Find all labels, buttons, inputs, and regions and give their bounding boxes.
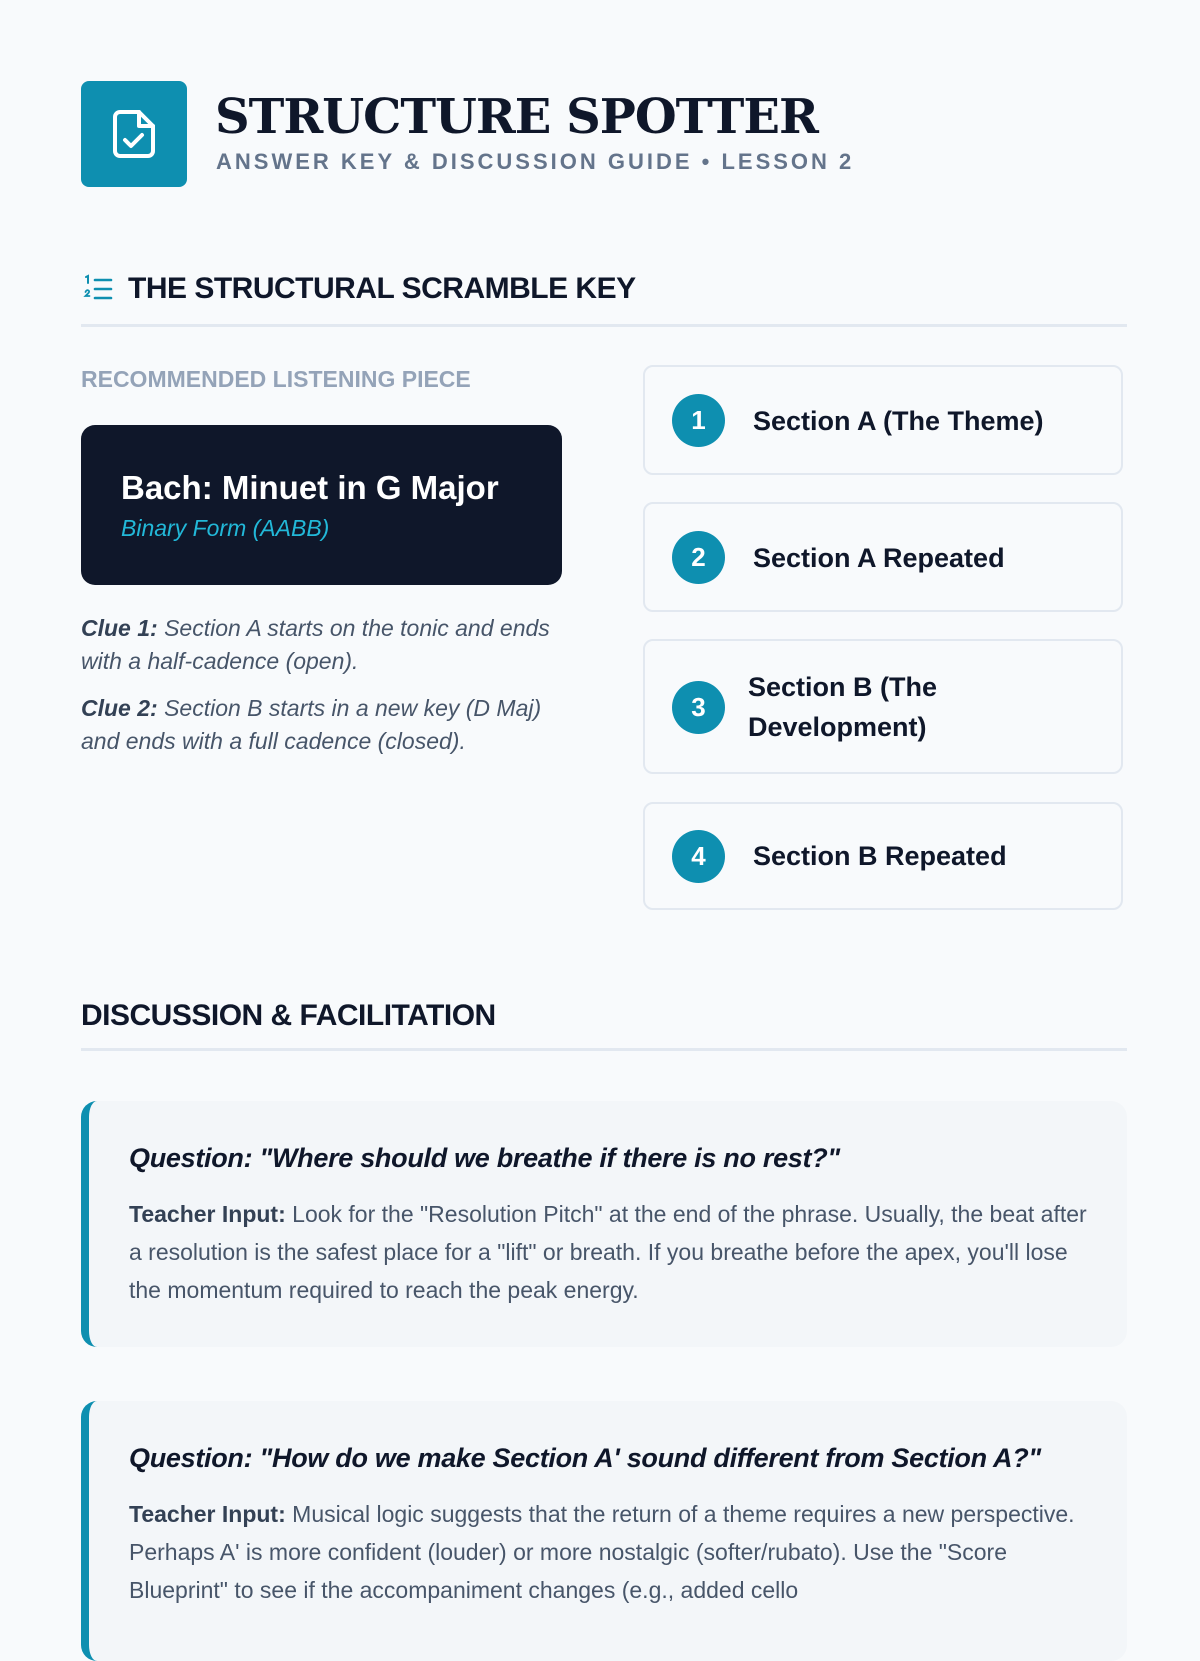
clue-1-label: Clue 1: xyxy=(81,615,158,641)
clue-2-label: Clue 2: xyxy=(81,695,158,721)
clue-2-text: Section B starts in a new key (D Maj) and ends with a full cadence (closed). xyxy=(81,695,542,754)
step-card-3 xyxy=(643,639,1123,774)
discussion-heading-label: DISCUSSION & FACILITATION xyxy=(81,999,496,1032)
clue-1-text: Section A starts on the tonic and ends with a half-cadence (open). xyxy=(81,615,550,674)
discussion-item-2 xyxy=(81,1401,1127,1661)
step-number: 4 xyxy=(672,830,725,883)
step-card-2 xyxy=(643,502,1123,612)
clue-2 xyxy=(81,692,571,758)
step-number: 3 xyxy=(672,681,725,734)
scramble-heading xyxy=(81,268,1127,327)
step-label: Section B Repeated xyxy=(753,841,1007,871)
piece-title: Bach: Minuet in G Major xyxy=(121,469,499,506)
step-number: 2 xyxy=(672,531,725,584)
page-title: STRUCTURE SPOTTER xyxy=(215,89,818,145)
page-subtitle: ANSWER KEY & DISCUSSION GUIDE • LESSON 2 xyxy=(216,149,855,174)
discussion-item-1 xyxy=(81,1101,1127,1347)
discussion-question: Question: "Where should we breathe if there is no rest?" xyxy=(129,1143,840,1173)
numbered-list-icon xyxy=(83,274,113,309)
teacher-input-label: Teacher Input: xyxy=(129,1201,286,1227)
teacher-input-text: Look for the "Resolution Pitch" at the end of the phrase. Usually, the beat after a resolution is the safest place for a "lift" or breath. If you breathe before the apex, you'll lose the momentum required to reach the peak energy. xyxy=(129,1201,1087,1303)
file-check-icon xyxy=(81,81,187,187)
step-number: 1 xyxy=(672,394,725,447)
clue-1 xyxy=(81,612,571,678)
step-card-1 xyxy=(643,365,1123,475)
teacher-input-label: Teacher Input: xyxy=(129,1501,286,1527)
recommended-label: RECOMMENDED LISTENING PIECE xyxy=(81,366,471,392)
header xyxy=(81,81,1127,187)
step-label: Section A Repeated xyxy=(753,543,1005,573)
discussion-heading xyxy=(81,995,1127,1051)
scramble-heading-label: THE STRUCTURAL SCRAMBLE KEY xyxy=(128,272,636,305)
discussion-question: Question: "How do we make Section A' sound different from Section A?" xyxy=(129,1443,1041,1473)
piece-form: Binary Form (AABB) xyxy=(121,515,330,541)
teacher-input xyxy=(129,1495,1089,1609)
teacher-input-text: Musical logic suggests that the return of a theme requires a new perspective. Perhaps A' is more confident (louder) or more nostalgic (softer/rubato). Use the "Score Blueprint" to see if the accompaniment changes (e.g., added cello xyxy=(129,1501,1075,1603)
step-card-4 xyxy=(643,802,1123,910)
step-label: Section A (The Theme) xyxy=(753,406,1044,436)
step-label: Section B (The Development) xyxy=(748,672,938,742)
piece-card xyxy=(81,425,562,585)
teacher-input xyxy=(129,1195,1089,1309)
